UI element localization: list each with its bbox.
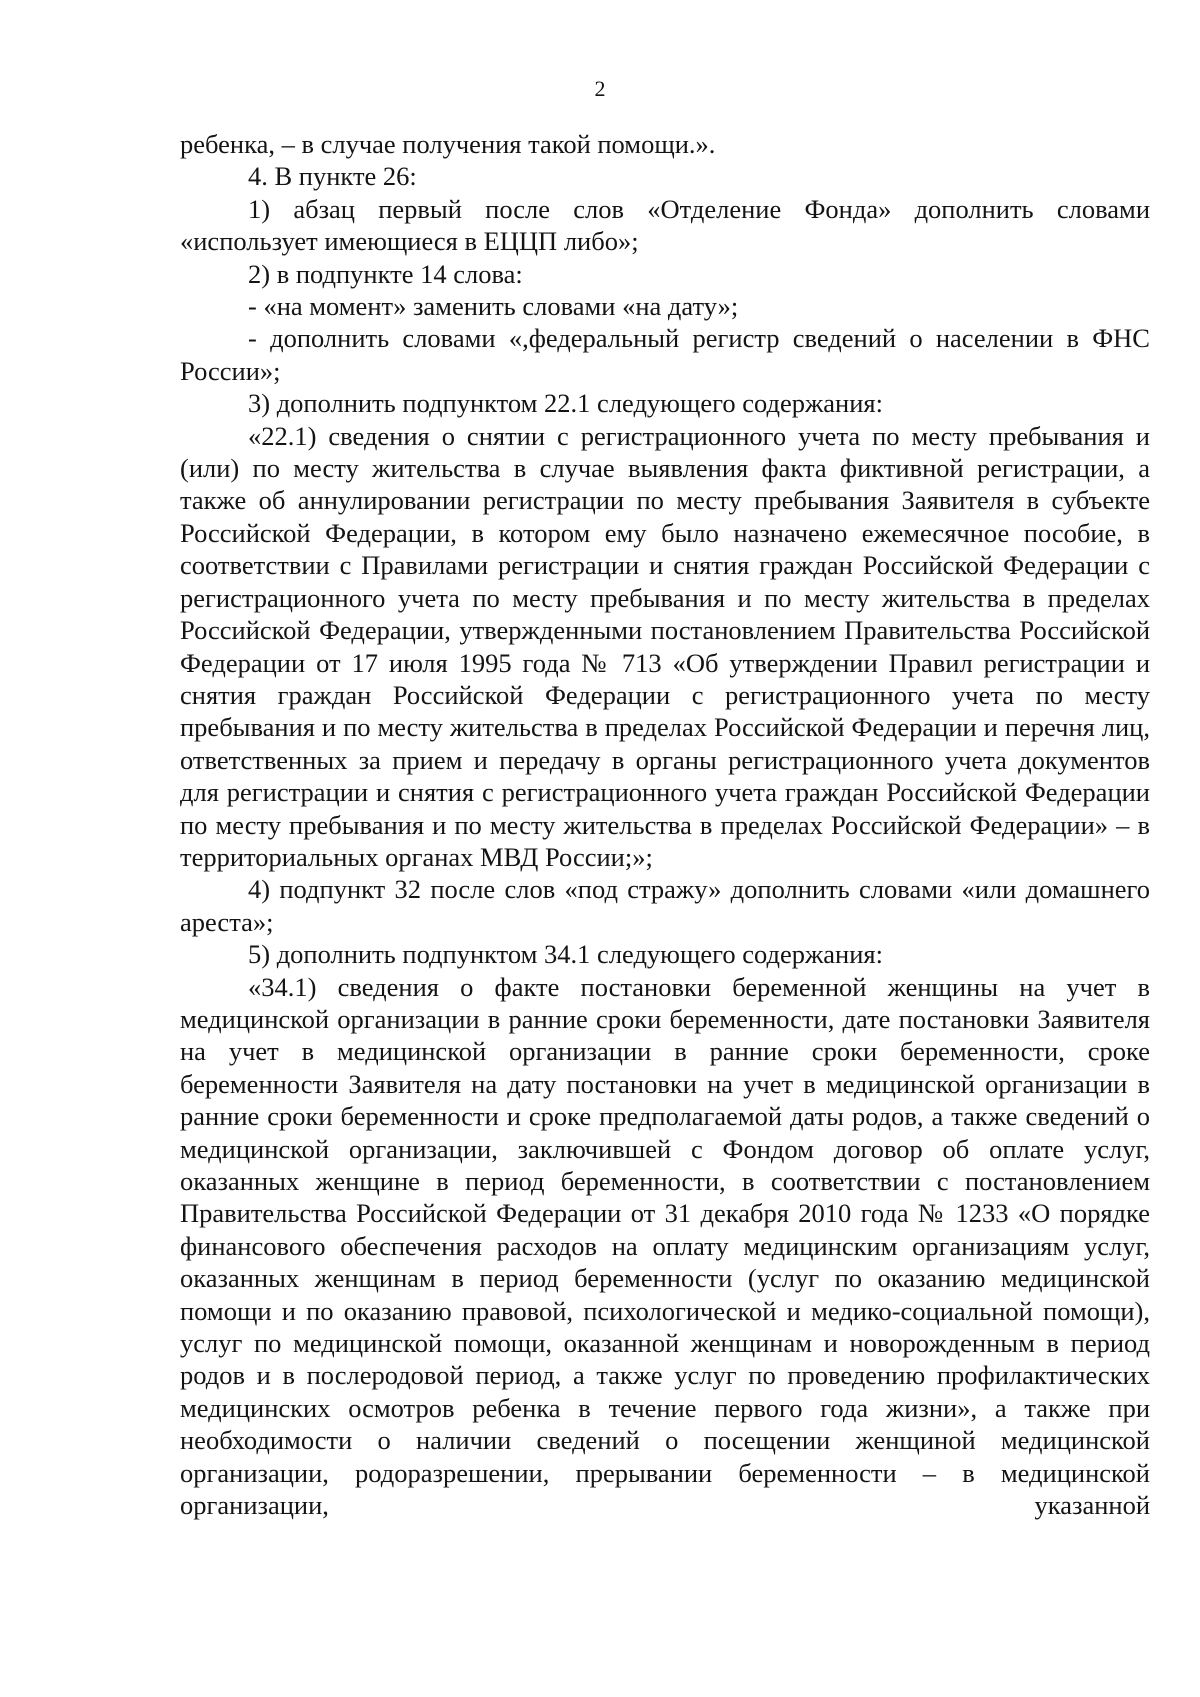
paragraph-subitem-4: 4) подпункт 32 после слов «под стражу» дополнить словами «или домашнего ареста»; — [180, 874, 1150, 937]
paragraph-subitem-3: 3) дополнить подпунктом 22.1 следующего содержания: — [248, 388, 883, 419]
paragraph-item-4: 4. В пункте 26: — [248, 161, 417, 192]
paragraph-dash-2: - дополнить словами «,федеральный регистр сведений о населении в ФНС России»; — [180, 323, 1150, 386]
paragraph-subitem-2: 2) в подпункте 14 слова: — [248, 258, 523, 289]
document-body — [180, 128, 1150, 1521]
paragraph-quote-34-1: «34.1) сведения о факте постановки беременной женщины на учет в медицинской организации в ранние сроки беременности, дате постановки Заявителя на учет в медицинской организации в ранние сроки беременности, сроке беременности Заявителя на дату постановки на учет в медицинской организации в ранние сроки беременности и сроке предполагаемой даты родов, а также сведений о медицинской организации, заключившей с Фондом договор об оплате услуг, оказанных женщине в период беременности, в соответствии с постановлением Правительства Российской Федерации от 31 декабря 2010 года № 1233 «О порядке финансового обеспечения расходов на оплату медицинским организациям услуг, оказанных женщинам в период беременности (услуг по оказанию медицинской помощи и по оказанию правовой, психологической и медико-социальной помощи), услуг по медицинской помощи, оказанной женщинам и новорожденным в период родов и в послеродовой период, а также услуг по проведению профилактических медицинских осмотров ребенка в течение первого года жизни», а также при необходимости о наличии сведений о посещении женщиной медицинской организации, родоразрешении, прерывании беременности – в медицинской организации, указанной — [180, 971, 1150, 1521]
paragraph-dash-1: - «на момент» заменить словами «на дату»; — [248, 291, 739, 322]
paragraph-subitem-5: 5) дополнить подпунктом 34.1 следующего содержания: — [248, 939, 883, 970]
page-number: 2 — [594, 76, 606, 101]
paragraph-continuation: ребенка, – в случае получения такой помощи.». — [180, 129, 716, 159]
paragraph-quote-22-1: «22.1) сведения о снятии с регистрационного учета по месту пребывания и (или) по месту жительства в случае выявления факта фиктивной регистрации, а также об аннулировании регистрации по месту пребывания Заявителя в субъекте Российской Федерации, в котором ему было назначено ежемесячное пособие, в соответствии с Правилами регистрации и снятия граждан Российской Федерации с регистрационного учета по месту пребывания и по месту жительства в пределах Российской Федерации, утвержденными постановлением Правительства Российской Федерации от 17 июля 1995 года № 713 «Об утверждении Правил регистрации и снятия граждан Российской Федерации с регистрационного учета по месту пребывания и по месту жительства в пределах Российской Федерации и перечня лиц, ответственных за прием и передачу в органы регистрационного учета документов для регистрации и снятия с регистрационного учета граждан Российской Федерации по месту пребывания и по месту жительства в пределах Российской Федерации» – в территориальных органах МВД России;»; — [180, 420, 1150, 872]
paragraph-subitem-1: 1) абзац первый после слов «Отделение Фонда» дополнить словами «использует имеющиеся в ЕЦЦП либо»; — [180, 193, 1150, 257]
